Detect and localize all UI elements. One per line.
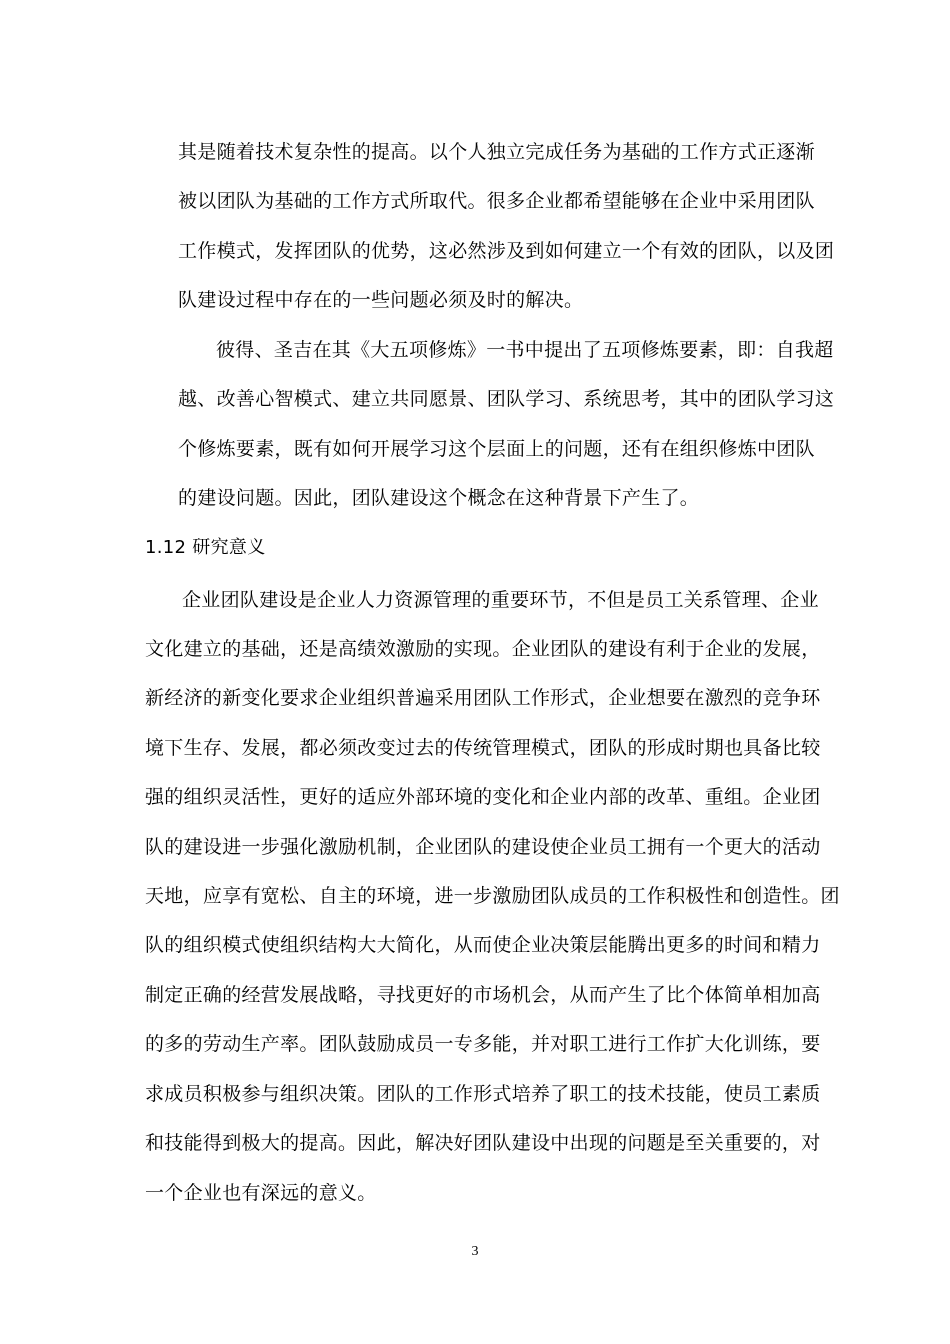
paragraph-line: 被以团队为基础的工作方式所取代。很多企业都希望能够在企业中采用团队 [178,190,815,212]
page-number: 3 [471,1244,479,1259]
paragraph-line: 队建设过程中存在的一些问题必须及时的解决。 [178,289,584,311]
paragraph-line: 队的组织模式使组织结构大大简化，从而使企业决策层能腾出更多的时间和精力 [145,934,821,956]
paragraph-line: 工作模式，发挥团队的优势，这必然涉及到如何建立一个有效的团队，以及团 [178,240,835,262]
paragraph-line: 的建设问题。因此，团队建设这个概念在这种背景下产生了。 [178,487,700,509]
paragraph-line: 和技能得到极大的提高。因此，解决好团队建设中出现的问题是至关重要的，对 [145,1132,821,1154]
paragraph-line: 彼得、圣吉在其《大五项修炼》一书中提出了五项修炼要素，即：自我超 [216,339,834,361]
paragraph-line: 文化建立的基础，还是高绩效激励的实现。企业团队的建设有利于企业的发展， [145,638,821,660]
paragraph-line: 新经济的新变化要求企业组织普遍采用团队工作形式，企业想要在激烈的竞争环 [145,687,821,709]
paragraph-line: 制定正确的经营发展战略，寻找更好的市场机会，从而产生了比个体简单相加高 [145,984,821,1006]
paragraph-line: 求成员积极参与组织决策。团队的工作形式培养了职工的技术技能，使员工素质 [145,1083,821,1105]
paragraph-line: 的多的劳动生产率。团队鼓励成员一专多能，并对职工进行工作扩大化训练，要 [145,1033,821,1055]
paragraph-line: 其是随着技术复杂性的提高。以个人独立完成任务为基础的工作方式正逐渐 [178,141,815,163]
paragraph-line: 企业团队建设是企业人力资源管理的重要环节，不但是员工关系管理、企业 [182,589,819,611]
paragraph-line: 一个企业也有深远的意义。 [145,1182,377,1204]
paragraph-line: 队的建设进一步强化激励机制，企业团队的建设使企业员工拥有一个更大的活动 [145,836,821,858]
paragraph-line: 境下生存、发展，都必须改变过去的传统管理模式，团队的形成时期也具备比较 [145,737,821,759]
section-heading: 1.12 研究意义 [145,537,266,558]
paragraph-line: 越、改善心智模式、建立共同愿景、团队学习、系统思考，其中的团队学习这 [178,388,835,410]
paragraph-line: 天地，应享有宽松、自主的环境，进一步激励团队成员的工作积极性和创造性。团 [145,885,840,907]
paragraph-line: 强的组织灵活性，更好的适应外部环境的变化和企业内部的改革、重组。企业团 [145,786,821,808]
paragraph-line: 个修炼要素，既有如何开展学习这个层面上的问题，还有在组织修炼中团队 [178,438,815,460]
